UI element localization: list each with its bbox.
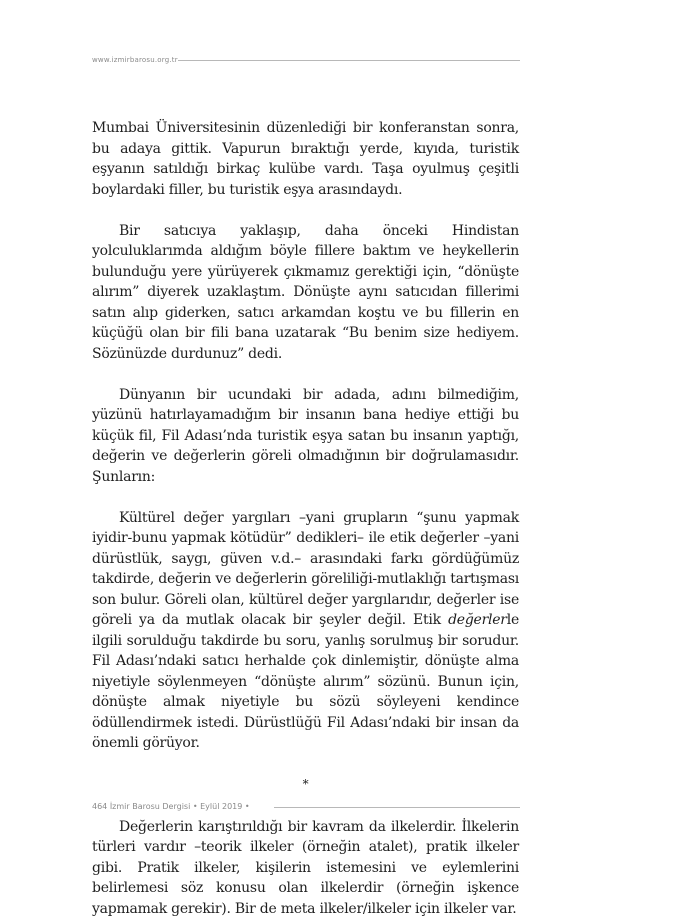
footer-label: 464 İzmir Barosu Dergisi • Eylül 2019 • <box>92 800 250 814</box>
website-url: www.izmirbarosu.org.tr <box>92 54 178 66</box>
paragraph-4 <box>92 508 519 754</box>
paragraph-2: Bir satıcıya yaklaşıp, daha önceki Hindistan yolculuklarımda aldığım böyle fillere baktım ve heykellerin bulunduğu yere yürüyerek çıkmamız gerektiği için, “dönüşte alırım” diyerek uzaklaştım. Dönüşte aynı satıcıdan fillerimi satın alıp giderken, satıcı arkamdan koştu ve bu fillerin en küçüğü olan bir fili bana uzatarak “Bu benim size hediyem. Sözünüzde durdunuz” dedi. <box>92 221 519 365</box>
running-header <box>92 54 520 66</box>
page-footer <box>92 800 520 814</box>
section-separator: * <box>92 774 519 795</box>
article-body <box>92 118 519 919</box>
paragraph-4-text-start: Kültürel değer yargıları –yani grupların “şunu yapmak iyidir-bunu yapmak kötüdür” dedikleri– ile etik değerler –yani dürüstlük, saygı, güven v.d.– arasındaki farkı gördüğümüz takdirde, değerin ve değerlerin göreliliği-mutlaklığı tartışması son bulur. Göreli olan, kültürel değer yargılarıdır, değerler ise göreli ya da mutlak olacak bir şeyler değil. Etik <box>92 510 519 629</box>
emphasized-word: değerler <box>448 612 507 628</box>
paragraph-3: Dünyanın bir ucundaki bir adada, adını bilmediğim, yüzünü hatırlayamadığım bir insanın bana hediye ettiği bu küçük fil, Fil Adası’nda turistik eşya satan bu insanın yaptığı, değerin ve değerlerin göreli olmadığının bir doğrulamasıdır. Şunların: <box>92 385 519 488</box>
footer-rule <box>274 807 520 808</box>
paragraph-4-text-end: le ilgili sorulduğu takdirde bu soru, yanlış sorulmuş bir sorudur. Fil Adası’ndaki satıcı herhalde çok dinlemiştir, dönüşte alma niyetiyle söylenmeyen “dönüşte alırım” sözünü. Bunun için, dönüşte almak niyetiyle bu sözü söyleyeni kendince ödüllendirmek istedi. Dürüstlüğü Fil Adası’ndaki bir insan da önemli görüyor. <box>92 612 519 751</box>
paragraph-1: Mumbai Üniversitesinin düzenlediği bir konferanstan sonra, bu adaya gittik. Vapurun bıraktığı yerde, kıyıda, turistik eşyanın satıldığı birkaç kulübe vardı. Taşa oyulmuş çeşitli boylardaki filler, bu turistik eşya arasındaydı. <box>92 118 519 200</box>
header-rule <box>178 60 520 61</box>
paragraph-5: Değerlerin karıştırıldığı bir kavram da ilkelerdir. İlkelerin türleri vardır –teorik ilkeler (örneğin atalet), pratik ilkeler gibi. Pratik ilkeler, kişilerin istemesini ve eylemlerini belirlemesi söz konusu olan ilkelerdir (örneğin işkence yapmamak gerekir). Bir de meta ilkeler/ilkeler için ilkeler var. <box>92 817 519 919</box>
